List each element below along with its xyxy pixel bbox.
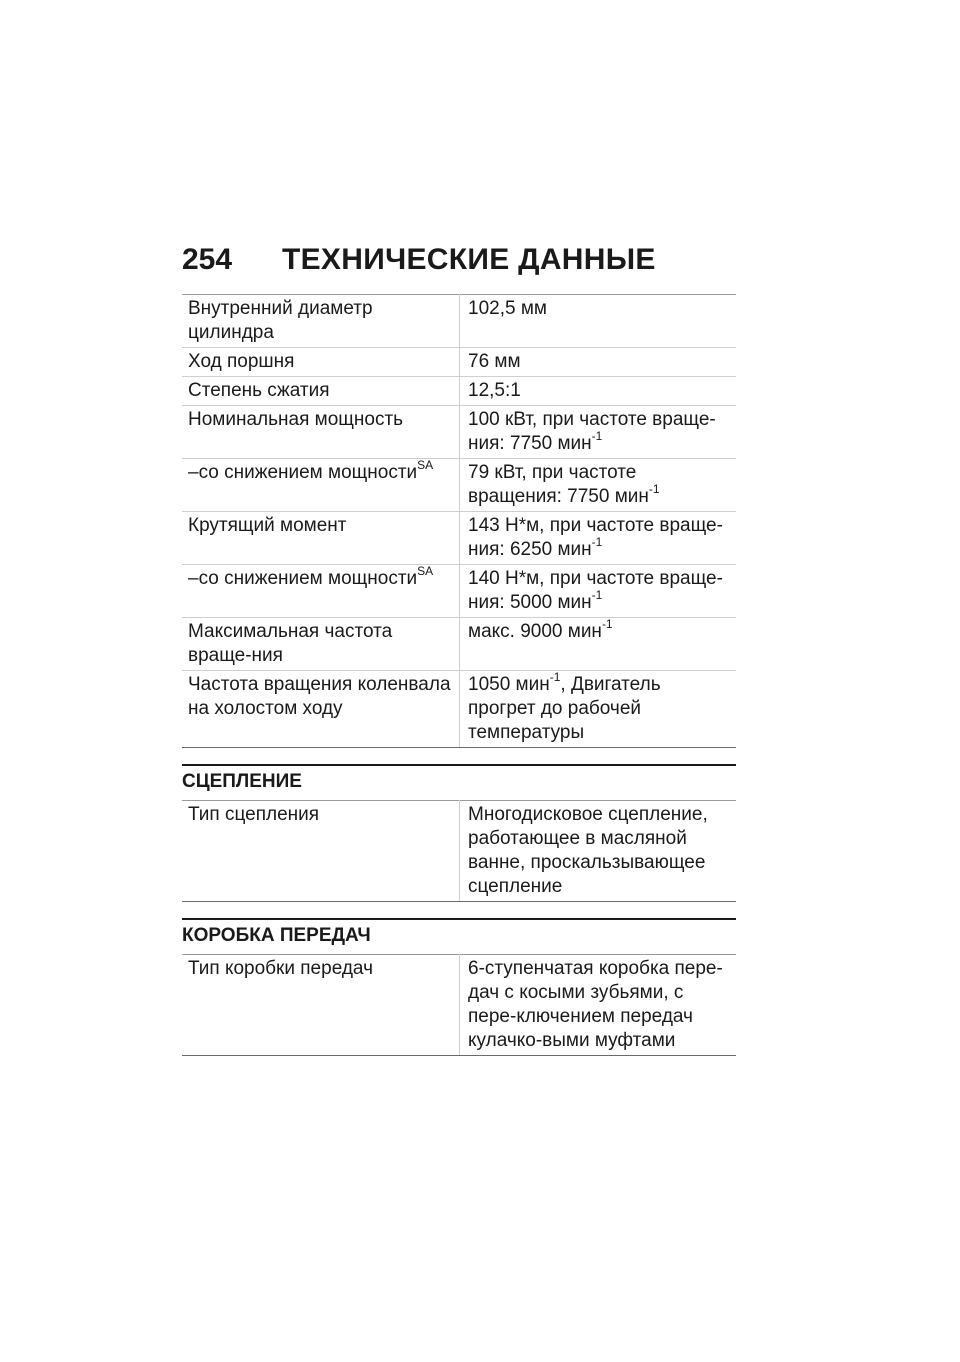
spec-label-text: Крутящий момент [188, 515, 347, 536]
table-row [182, 295, 736, 348]
spec-label [182, 295, 460, 348]
spec-label [182, 406, 460, 459]
table-row [182, 671, 736, 748]
table-row [182, 348, 736, 377]
table-row [182, 955, 736, 1056]
spec-label [182, 671, 460, 748]
spec-value: Многодисковое сцепление, работающее в масляной ванне, проскальзывающее сцепление [460, 801, 737, 902]
spec-value [460, 618, 737, 671]
spec-value-text: 102,5 мм [468, 298, 547, 319]
spec-label [182, 348, 460, 377]
spec-label: Тип коробки передач [182, 955, 460, 1056]
spec-value [460, 671, 737, 748]
spec-value-tail: , Двигатель прогрет до рабочей температуры [468, 674, 661, 743]
spec-value-text: 140 Н*м, при частоте враще-ния: 5000 мин [468, 568, 723, 613]
spec-value-text: 12,5:1 [468, 380, 521, 401]
spec-value-text: макс. 9000 мин [468, 621, 602, 642]
table-row [182, 801, 736, 902]
spec-label: Тип сцепления [182, 801, 460, 902]
spec-label-text: Внутренний диаметр цилиндра [188, 298, 373, 343]
spec-value-text: 1050 мин [468, 674, 550, 695]
content [182, 294, 736, 1056]
spec-label-text: Максимальная частота враще-ния [188, 621, 393, 666]
gearbox-spec-table [182, 954, 736, 1056]
spec-value [460, 295, 737, 348]
spec-value-text: 79 кВт, при частоте вращения: 7750 мин [468, 462, 649, 507]
spec-label [182, 618, 460, 671]
spec-value-text: 100 кВт, при частоте враще-ния: 7750 мин [468, 409, 716, 454]
spec-label-text: –со снижением мощности [188, 462, 418, 483]
spec-value: 6-ступенчатая коробка пере-дач с косыми зубьями, с пере-ключением передач кулачко-выми муфтами [460, 955, 737, 1056]
option-marker: SA [417, 457, 434, 472]
spec-label-text: Степень сжатия [188, 380, 330, 401]
unit-exponent: -1 [601, 616, 613, 631]
spec-label-text: Номинальная мощность [188, 409, 404, 430]
spec-value [460, 565, 737, 618]
table-row [182, 512, 736, 565]
page-header [182, 238, 656, 282]
spec-label [182, 512, 460, 565]
spec-value [460, 406, 737, 459]
table-row [182, 459, 736, 512]
spec-label-text: Ход поршня [188, 351, 295, 372]
option-marker: SA [417, 563, 434, 578]
spec-label [182, 565, 460, 618]
spec-value-text: 76 мм [468, 351, 521, 372]
page-number: 254 [182, 243, 233, 276]
spec-label [182, 377, 460, 406]
clutch-spec-table [182, 800, 736, 902]
engine-spec-table [182, 294, 736, 748]
spec-value [460, 512, 737, 565]
spec-label-text: –со снижением мощности [188, 568, 418, 589]
unit-exponent: -1 [648, 481, 660, 496]
spec-label-text: Частота вращения коленвала на холостом ходу [188, 674, 451, 719]
spec-value-text: 143 Н*м, при частоте враще-ния: 6250 мин [468, 515, 723, 560]
table-row [182, 377, 736, 406]
unit-exponent: -1 [591, 428, 603, 443]
table-row [182, 565, 736, 618]
gearbox-section-title: КОРОБКА ПЕРЕДАЧ [182, 918, 736, 954]
spec-value [460, 459, 737, 512]
spec-label [182, 459, 460, 512]
unit-exponent: -1 [591, 587, 603, 602]
spec-value [460, 377, 737, 406]
spec-value [460, 348, 737, 377]
unit-exponent: -1 [591, 534, 603, 549]
clutch-section-title: СЦЕПЛЕНИЕ [182, 764, 736, 800]
table-row [182, 406, 736, 459]
table-row [182, 618, 736, 671]
unit-exponent: -1 [549, 669, 561, 684]
page-title: ТЕХНИЧЕСКИЕ ДАННЫЕ [282, 243, 656, 276]
